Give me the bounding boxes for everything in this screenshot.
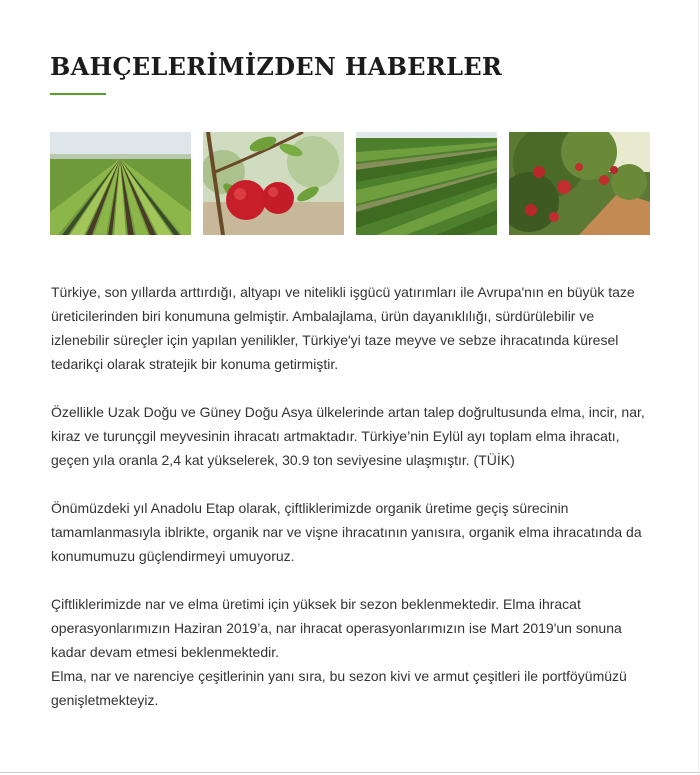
bottom-divider [0, 772, 700, 773]
article-paragraph-5: Elma, nar ve narenciye çeşitlerinin yanı sıra, bu sezon kivi ve armut çeşitleri ile portföyümüzü genişletmekteyiz. [51, 668, 627, 708]
orchard-rows-image[interactable] [356, 132, 497, 235]
right-edge-divider [698, 0, 699, 775]
pomegranate-tree-image[interactable] [509, 132, 650, 235]
field-rows-image[interactable] [50, 132, 191, 235]
article-body [51, 280, 651, 712]
photo-gallery [50, 132, 650, 235]
article-paragraph-2: Özellikle Uzak Doğu ve Güney Doğu Asya ülkelerinde artan talep doğrultusunda elma, incir, nar, kiraz ve turunçgil meyvesinin ihracatı artmaktadır. Türkiye’nin Eylül ayı toplam elma ihracatı, geçen yıla oranla 2,4 kat yükselerek, 30.9 ton seviyesine ulaşmıştır. (TÜİK) [51, 404, 645, 468]
news-section [50, 52, 650, 708]
article-paragraph-1: Türkiye, son yıllarda arttırdığı, altyapı ve nitelikli işgücü yatırımları ile Avrupa'nın en büyük taze üreticilerinden biri konumuna gelmiştir. Ambalajlama, ürün dayanıklılığı, sürdürülebilir ve izlenebilir süreçler için yapılan yenilikler, Türkiye'yi taze meyve ve sebze ihracatında küresel tedarikçi olarak stratejik bir konuma getirmiştir. [51, 284, 635, 372]
article-paragraph-4: Çiftliklerimizde nar ve elma üretimi için yüksek bir sezon beklenmektedir. Elma ihracat operasyonlarımızın Haziran 2019’a, nar ihracat operasyonlarımızın ise Mart 2019'un sonuna kadar devam etmesi beklenmektedir. [51, 596, 622, 660]
section-title: BAHÇELERİMİZDEN HABERLER [50, 52, 503, 81]
article-paragraph-3: Önümüzdeki yıl Anadolu Etap olarak, çiftliklerimizde organik üretime geçiş sürecinin tamamlanmasıyla iblrikte, organik nar ve vişne ihracatının yanısıra, organik elma ihracatında da konumumuzu güçlendirmeyi umuyoruz. [51, 500, 642, 564]
title-underline [50, 93, 106, 95]
apples-on-branch-image[interactable] [203, 132, 344, 235]
